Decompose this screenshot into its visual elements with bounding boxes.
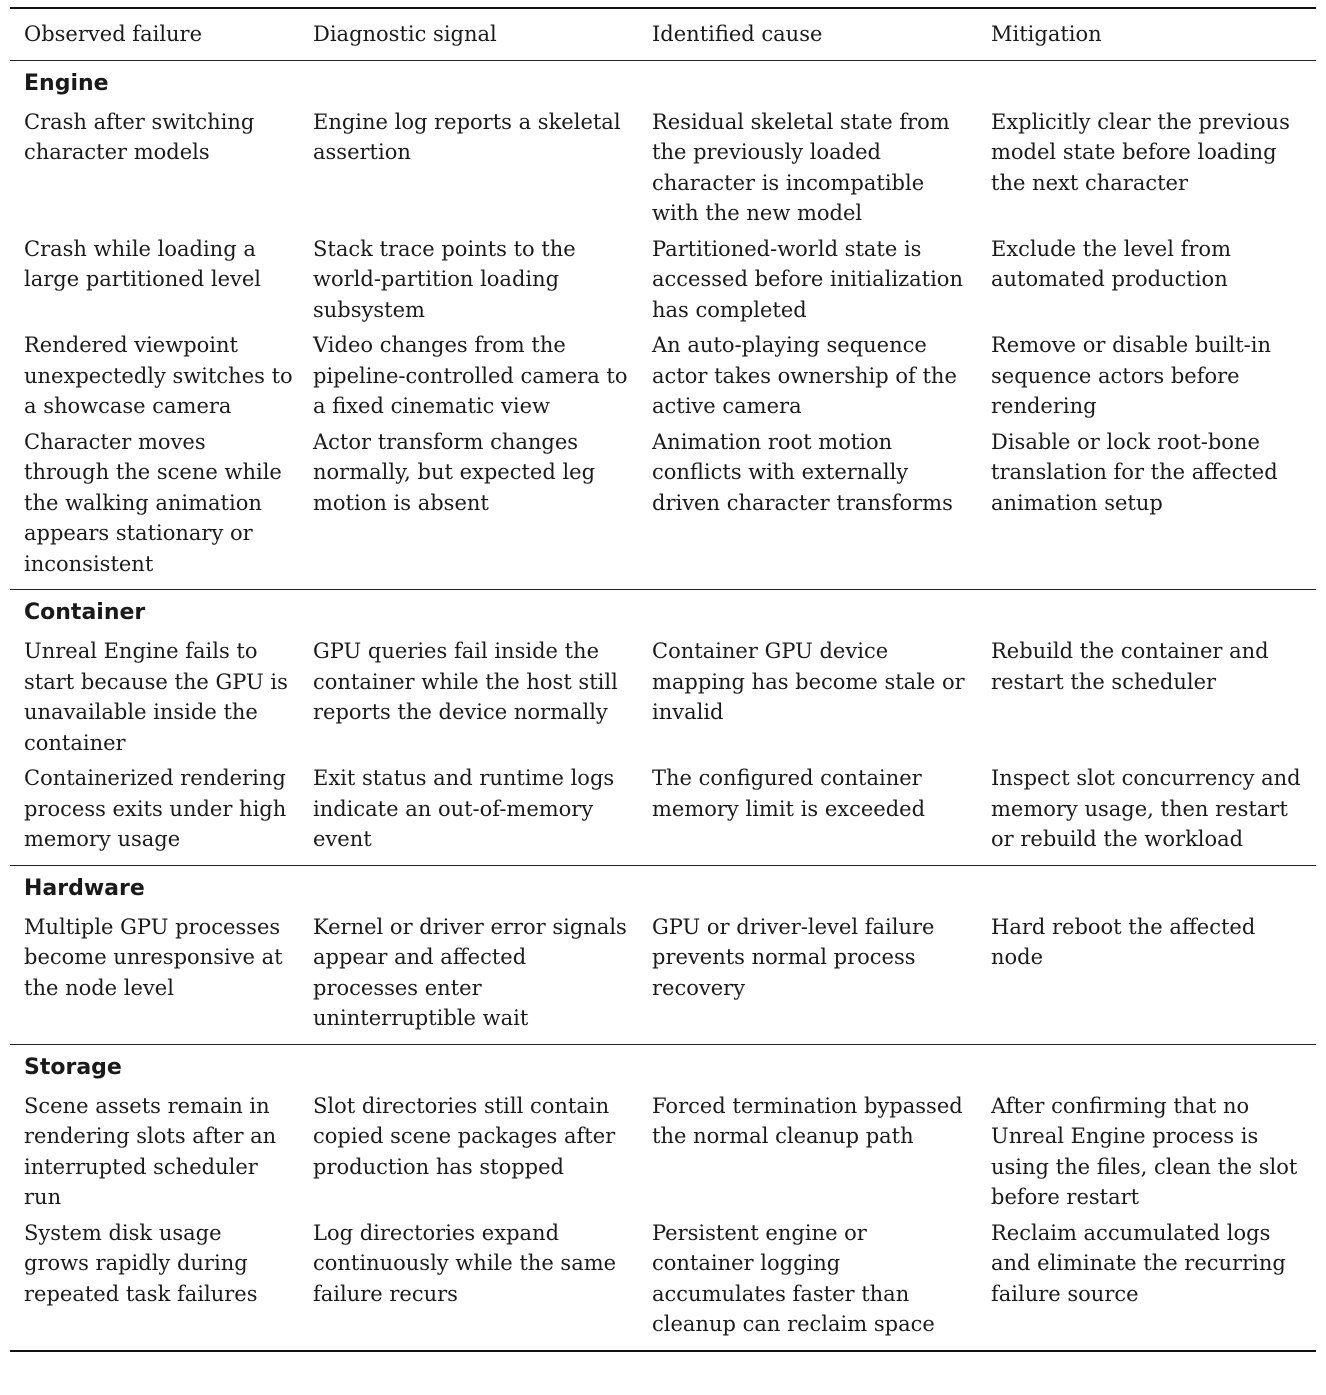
observed-failure-cell: Multiple GPU processes become unresponsive at the node level xyxy=(24,914,283,1000)
table-row xyxy=(10,330,1316,427)
table-row xyxy=(10,1218,1316,1351)
section-engine xyxy=(10,60,1316,590)
diagnostic-signal-cell: Video changes from the pipeline-controlled camera to a fixed cinematic view xyxy=(313,333,628,418)
observed-failure-cell: System disk usage grows rapidly during repeated task failures xyxy=(24,1220,258,1306)
identified-cause-cell: An auto-playing sequence actor takes ownership of the active camera xyxy=(652,333,957,418)
diagnostic-signal-cell: GPU queries fail inside the container while the host still reports the device normally xyxy=(313,639,618,724)
section-heading-row xyxy=(10,60,1316,107)
section-title-container: Container xyxy=(10,590,1316,637)
mitigation-cell: Rebuild the container and restart the scheduler xyxy=(991,639,1269,694)
table-row xyxy=(10,107,1316,234)
table-row xyxy=(10,1091,1316,1218)
diagnostic-signal-cell: Actor transform changes normally, but expected leg motion is absent xyxy=(313,429,596,515)
header-observed-failure: Observed failure xyxy=(10,8,299,60)
identified-cause-cell: Animation root motion conflicts with externally driven character transforms xyxy=(652,429,953,515)
header-identified-cause: Identified cause xyxy=(638,8,977,60)
diagnostic-signal-cell: Stack trace points to the world-partition loading subsystem xyxy=(313,236,576,322)
diagnostic-signal-cell: Exit status and runtime logs indicate an out-of-memory event xyxy=(313,766,615,851)
mitigation-cell: After confirming that no Unreal Engine process is using the files, clean the slot before restart xyxy=(991,1093,1298,1209)
mitigation-cell: Remove or disable built-in sequence actors before rendering xyxy=(991,333,1272,418)
table-header xyxy=(10,8,1316,60)
section-storage xyxy=(10,1044,1316,1351)
observed-failure-cell: Unreal Engine fails to start because the GPU is unavailable inside the container xyxy=(24,639,288,755)
table-row xyxy=(10,763,1316,865)
mitigation-cell: Hard reboot the affected node xyxy=(991,914,1256,969)
mitigation-cell: Explicitly clear the previous model state before loading the next character xyxy=(991,109,1290,195)
identified-cause-cell: Container GPU device mapping has become stale or invalid xyxy=(652,639,965,724)
section-title-hardware: Hardware xyxy=(10,865,1316,912)
observed-failure-cell: Containerized rendering process exits under high memory usage xyxy=(24,766,287,851)
observed-failure-cell: Rendered viewpoint unexpectedly switches to a showcase camera xyxy=(24,333,293,418)
header-diagnostic-signal: Diagnostic signal xyxy=(299,8,638,60)
section-title-storage: Storage xyxy=(10,1044,1316,1091)
observed-failure-cell: Character moves through the scene while the walking animation appears stationary or inconsistent xyxy=(24,429,282,576)
table-row xyxy=(10,636,1316,763)
identified-cause-cell: Forced termination bypassed the normal cleanup path xyxy=(652,1093,963,1148)
identified-cause-cell: The configured container memory limit is exceeded xyxy=(652,766,926,821)
mitigation-cell: Disable or lock root-bone translation for the affected animation setup xyxy=(991,429,1278,515)
section-container xyxy=(10,590,1316,866)
section-heading-row xyxy=(10,1044,1316,1091)
section-heading-row xyxy=(10,590,1316,637)
mitigation-cell: Inspect slot concurrency and memory usage, then restart or rebuild the workload xyxy=(991,766,1301,851)
diagnostic-signal-cell: Engine log reports a skeletal assertion xyxy=(313,109,621,164)
table-row xyxy=(10,912,1316,1045)
identified-cause-cell: Persistent engine or container logging accumulates faster than cleanup can reclaim space xyxy=(652,1220,935,1336)
mitigation-cell: Exclude the level from automated production xyxy=(991,236,1231,291)
identified-cause-cell: Partitioned-world state is accessed before initialization has completed xyxy=(652,236,963,322)
section-title-engine: Engine xyxy=(24,70,109,96)
identified-cause-cell: GPU or driver-level failure prevents normal process recovery xyxy=(652,914,935,1000)
observed-failure-cell: Crash while loading a large partitioned level xyxy=(24,236,261,291)
mitigation-cell: Reclaim accumulated logs and eliminate the recurring failure source xyxy=(991,1220,1286,1306)
header-row xyxy=(10,8,1316,60)
diagnostic-signal-cell: Slot directories still contain copied scene packages after production has stopped xyxy=(313,1093,616,1179)
header-mitigation: Mitigation xyxy=(977,8,1316,60)
diagnostic-signal-cell: Log directories expand continuously while the same failure recurs xyxy=(313,1220,617,1306)
observed-failure-cell: Scene assets remain in rendering slots after an interrupted scheduler run xyxy=(24,1093,277,1209)
failure-mitigation-table xyxy=(10,7,1316,1352)
section-hardware xyxy=(10,865,1316,1044)
table-row xyxy=(10,427,1316,590)
observed-failure-cell: Crash after switching character models xyxy=(24,109,255,164)
diagnostic-signal-cell: Kernel or driver error signals appear and affected processes enter uninterruptible wait xyxy=(313,914,627,1030)
identified-cause-cell: Residual skeletal state from the previously loaded character is incompatible with the new model xyxy=(652,109,950,225)
section-heading-row xyxy=(10,865,1316,912)
table-row xyxy=(10,234,1316,331)
